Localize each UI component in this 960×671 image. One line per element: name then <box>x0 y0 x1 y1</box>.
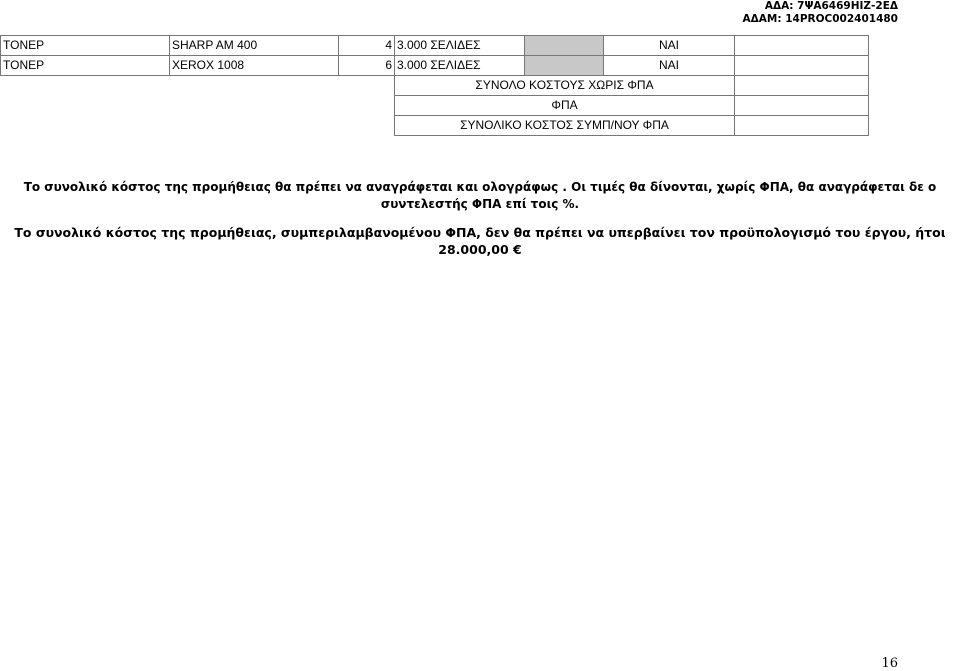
summary-subtotal-label: ΣΥΝΟΛΟ ΚΟΣΤΟΥΣ ΧΩΡΙΣ ΦΠΑ <box>395 76 735 96</box>
table-row <box>1 36 869 56</box>
summary-vat-label: ΦΠΑ <box>395 96 735 116</box>
item-price-cell <box>525 56 604 76</box>
summary-value-cell <box>735 116 869 136</box>
item-model-cell: XEROX 1008 <box>170 56 339 76</box>
item-empty-cell <box>735 36 869 56</box>
item-empty-cell <box>735 56 869 76</box>
summary-row <box>1 76 869 96</box>
document-ada-header <box>743 0 898 26</box>
item-quantity-cell: 6 <box>339 56 395 76</box>
summary-row <box>1 96 869 116</box>
item-compatible-cell: ΝΑΙ <box>604 56 735 76</box>
ada-code: ΑΔΑ: 7ΨΑ6469ΗΙΖ-2ΕΔ <box>764 0 898 12</box>
item-pages-cell: 3.000 ΣΕΛΙΔΕΣ <box>395 56 525 76</box>
adam-code: ΑΔΑΜ: 14PROC002401480 <box>742 13 898 25</box>
summary-value-cell <box>735 96 869 116</box>
item-type-cell: ΤΟΝΕΡ <box>1 36 170 56</box>
item-model-cell: SHARP AM 400 <box>170 36 339 56</box>
table-row <box>1 56 869 76</box>
item-price-cell <box>525 36 604 56</box>
item-quantity-cell: 4 <box>339 36 395 56</box>
cost-instructions-note: Το συνολικό κόστος της προμήθειας θα πρέπει να αναγράφεται και ολογράφως . Οι τιμές θα δίνονται, χωρίς ΦΠΑ, θα αναγράφεται δε ο συντελεστής ΦΠΑ επί τοις %. <box>23 180 937 211</box>
summary-total-label: ΣΥΝΟΛΙΚΟ ΚΟΣΤΟΣ ΣΥΜΠ/ΝΟΥ ΦΠΑ <box>395 116 735 136</box>
item-type-cell: ΤΟΝΕΡ <box>1 56 170 76</box>
item-pages-cell: 3.000 ΣΕΛΙΔΕΣ <box>395 36 525 56</box>
pricing-table <box>0 35 869 136</box>
budget-limit-note <box>0 224 960 258</box>
summary-value-cell <box>735 76 869 96</box>
summary-row <box>1 116 869 136</box>
page-number: 16 <box>881 656 898 671</box>
budget-amount: 28.000,00 € <box>438 242 522 257</box>
budget-limit-text: Το συνολικό κόστος της προμήθειας, συμπεριλαμβανομένου ΦΠΑ, δεν θα πρέπει να υπερβαίνει τον προϋπολογισμό του έργου, ήτοι <box>14 225 946 240</box>
item-compatible-cell: ΝΑΙ <box>604 36 735 56</box>
